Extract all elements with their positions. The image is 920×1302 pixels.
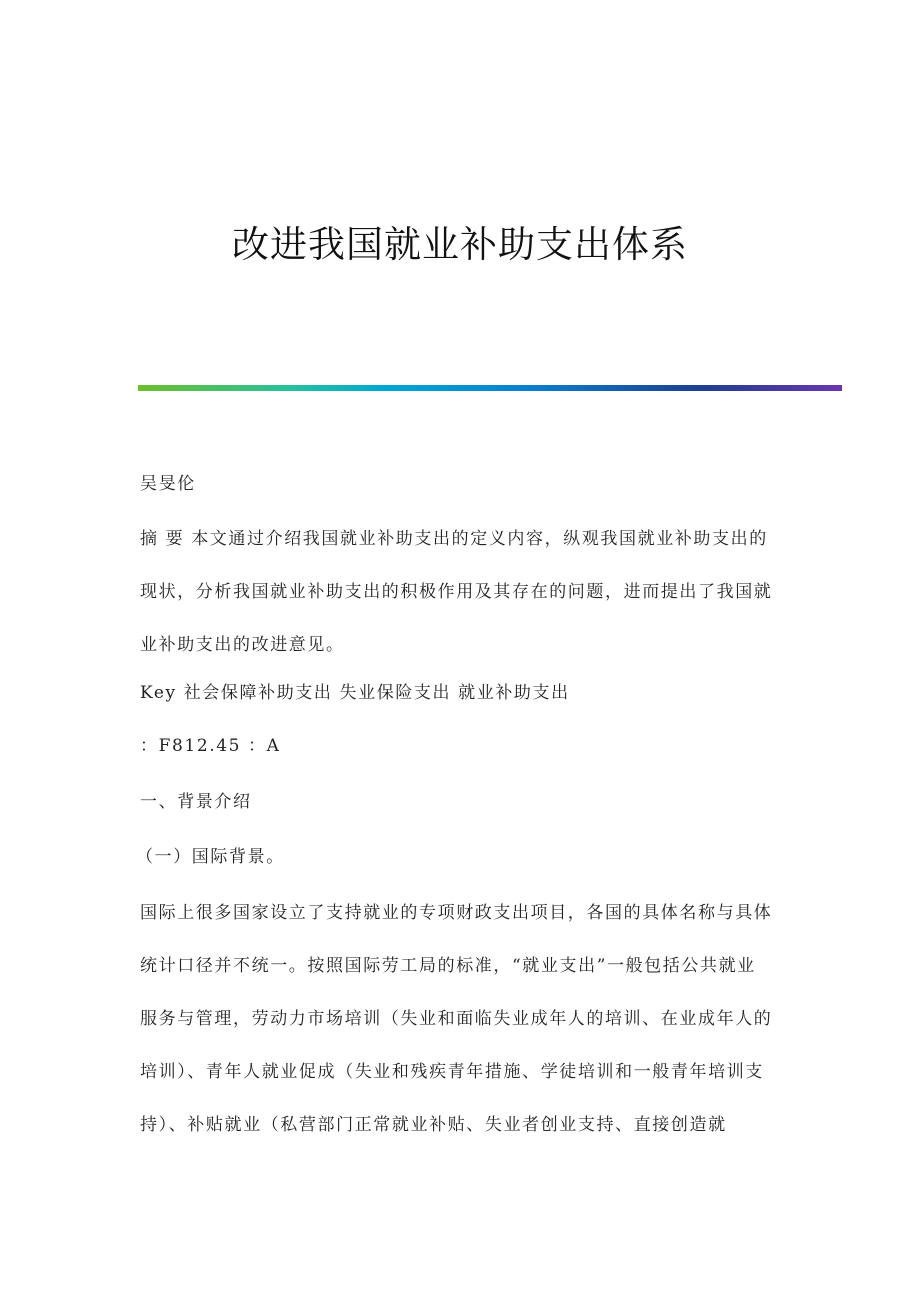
paragraph-line: 培训）、青年人就业促成（失业和残疾青年措施、学徒培训和一般青年培训支	[140, 1062, 764, 1082]
paragraph-line: 服务与管理，劳动力市场培训（失业和面临失业成年人的培训、在业成年人的	[140, 1009, 773, 1029]
classification: ：F812.45 ：A	[140, 736, 281, 756]
abstract-line: 现状，分析我国就业补助支出的积极作用及其存在的问题，进而提出了我国就	[140, 582, 773, 602]
document-title: 改进我国就业补助支出体系	[232, 223, 688, 266]
paragraph-line: 国际上很多国家设立了支持就业的专项财政支出项目，各国的具体名称与具体	[140, 903, 773, 923]
abstract-line: 摘 要 本文通过介绍我国就业补助支出的定义内容，纵观我国就业补助支出的	[140, 529, 768, 549]
gradient-divider	[138, 385, 842, 391]
paragraph-line: 持）、补贴就业（私营部门正常就业补贴、失业者创业支持、直接创造就	[140, 1115, 727, 1135]
section-heading: 一、背景介绍	[140, 792, 252, 812]
paragraph-line: 统计口径并不统一。按照国际劳工局的标准，“就业支出”一般包括公共就业	[140, 956, 756, 976]
keywords: Key 社会保障补助支出 失业保险支出 就业补助支出	[140, 683, 570, 703]
author: 吴旻伦	[140, 474, 196, 494]
subsection-heading: （一）国际背景。	[136, 847, 285, 867]
abstract-line: 业补助支出的改进意见。	[140, 635, 345, 655]
